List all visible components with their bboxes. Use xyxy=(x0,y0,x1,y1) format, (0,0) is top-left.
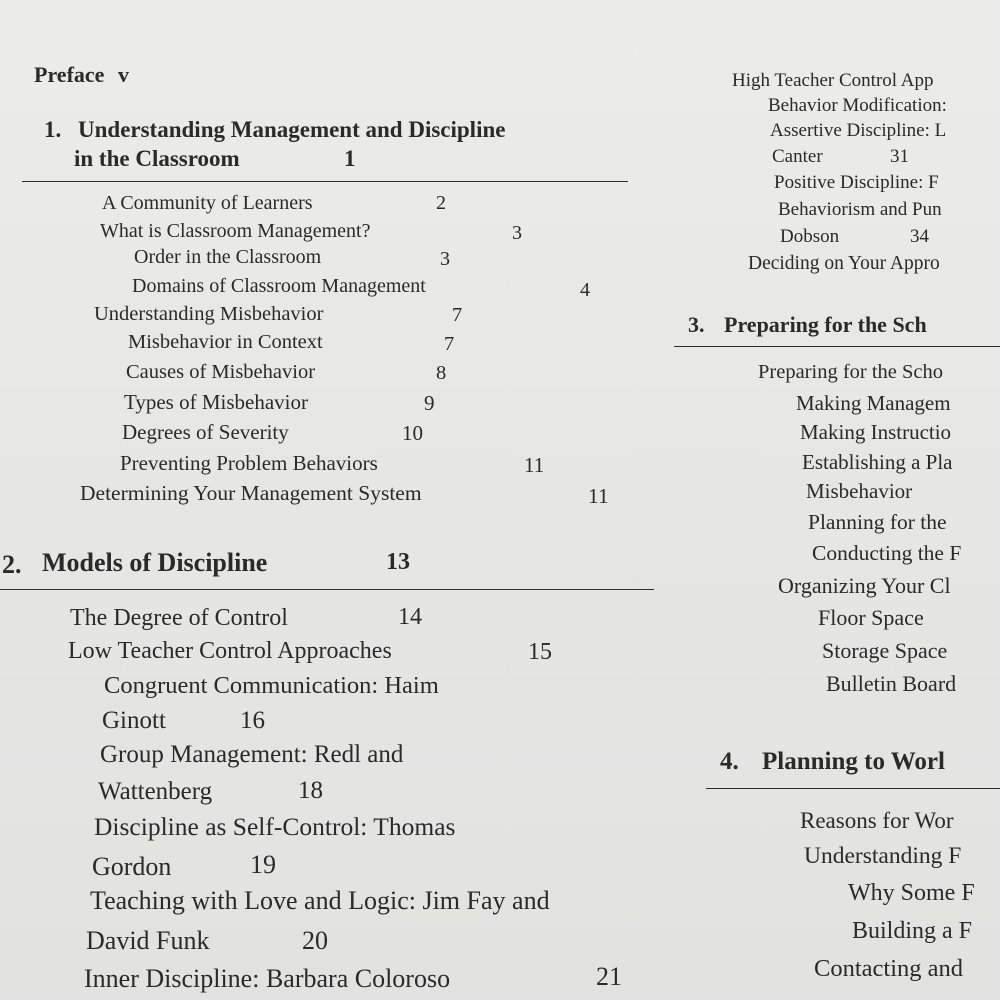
toc-entry-label: Behaviorism and Pun xyxy=(778,199,942,220)
toc-entry-label: Ginott xyxy=(102,707,166,734)
toc-entry-label: Gordon xyxy=(92,852,172,881)
toc-entry-label: Preparing for the Scho xyxy=(758,361,944,383)
toc-entry-label: Domains of Classroom Management xyxy=(132,275,426,297)
toc-entry xyxy=(770,120,946,142)
toc-entry-page: 7 xyxy=(444,333,455,355)
toc-entry-label: Misbehavior in Context xyxy=(128,331,323,353)
toc-entry-page: 34 xyxy=(910,226,929,247)
toc-entry-label: Building a F xyxy=(852,918,973,944)
toc-entry-page: 15 xyxy=(528,639,552,665)
toc-entry xyxy=(814,955,963,983)
toc-entry-label: Assertive Discipline: L xyxy=(770,120,947,141)
toc-entry xyxy=(102,707,166,735)
toc-entry xyxy=(780,226,839,248)
toc-entry xyxy=(808,510,947,535)
toc-entry xyxy=(100,741,403,769)
toc-entry-page: 9 xyxy=(424,391,435,415)
toc-entry-label: Low Teacher Control Approaches xyxy=(68,638,392,664)
toc-entry-page: 4 xyxy=(580,279,590,301)
toc-entry xyxy=(120,451,378,476)
toc-entry-label: Determining Your Management System xyxy=(80,481,422,505)
toc-entry-page: 14 xyxy=(398,604,422,630)
preface-page: v xyxy=(117,62,129,87)
toc-entry xyxy=(126,361,315,384)
toc-entry xyxy=(92,852,171,882)
toc-entry-label: Making Instructio xyxy=(800,420,952,444)
toc-entry-label: Behavior Modification: xyxy=(768,95,947,116)
toc-entry-page: 11 xyxy=(524,453,545,477)
toc-entry xyxy=(98,778,212,806)
toc-entry xyxy=(70,605,288,632)
toc-entry xyxy=(852,918,972,945)
toc-entry-label: Bulletin Board xyxy=(826,671,957,696)
toc-entry-page: 3 xyxy=(512,222,522,244)
toc-entry-label: Conducting the F xyxy=(812,541,962,565)
preface-label: Preface xyxy=(34,62,105,87)
toc-entry-page: 21 xyxy=(596,962,622,991)
toc-entry-label: Making Managem xyxy=(796,391,951,415)
toc-entry-page: 3 xyxy=(440,248,450,270)
toc-entry-label: A Community of Learners xyxy=(102,192,313,214)
toc-entry-label: Preventing Problem Behaviors xyxy=(120,451,378,475)
chapter4-rule xyxy=(706,788,1000,789)
toc-entry xyxy=(128,331,323,354)
toc-entry-page: 10 xyxy=(402,421,423,445)
toc-entry-label: Contacting and xyxy=(814,955,964,982)
toc-entry xyxy=(778,199,942,221)
toc-entry-label: Dobson xyxy=(780,226,840,247)
toc-entry xyxy=(102,192,313,215)
chapter4-title: Planning to Worl xyxy=(762,748,945,775)
toc-entry-label: Canter xyxy=(772,146,823,167)
toc-entry-label: Inner Discipline: Barbara Coloroso xyxy=(84,964,451,993)
toc-entry-page: 19 xyxy=(250,850,276,879)
toc-entry xyxy=(94,303,323,326)
chapter3-number: 3. xyxy=(688,312,705,337)
toc-entry xyxy=(100,220,371,243)
toc-entry-label: Discipline as Self-Control: Thomas xyxy=(94,812,456,841)
toc-entry xyxy=(90,886,550,916)
toc-entry-label: Order in the Classroom xyxy=(134,246,322,268)
toc-entry-label: Types of Misbehavior xyxy=(124,390,308,414)
toc-entry-label: Understanding F xyxy=(804,843,962,869)
toc-entry xyxy=(800,808,954,834)
toc-entry-label: Causes of Misbehavior xyxy=(126,361,316,383)
toc-entry xyxy=(86,926,210,956)
toc-entry-label: Planning for the xyxy=(808,510,947,534)
toc-entry-label: High Teacher Control App xyxy=(732,70,934,91)
toc-entry-label: Storage Space xyxy=(822,638,948,663)
toc-entry xyxy=(772,146,823,168)
chapter1-title-line1: Understanding Management and Discipline xyxy=(78,117,506,142)
toc-entry xyxy=(796,391,951,416)
toc-entry xyxy=(732,70,933,92)
toc-entry-label: Understanding Misbehavior xyxy=(94,303,324,325)
chapter1-number: 1. xyxy=(44,117,62,142)
toc-entry xyxy=(822,638,947,664)
toc-entry-label: Congruent Communication: Haim xyxy=(104,672,439,699)
toc-entry-label: Deciding on Your Appro xyxy=(748,253,940,274)
toc-entry xyxy=(68,638,392,665)
toc-entry-label: Floor Space xyxy=(818,605,924,630)
toc-entry-page: 18 xyxy=(298,777,323,804)
toc-entry xyxy=(778,573,951,599)
toc-entry xyxy=(800,420,951,445)
toc-entry-label: Group Management: Redl and xyxy=(100,741,404,768)
toc-entry xyxy=(758,361,943,384)
toc-entry xyxy=(774,172,939,194)
toc-entry xyxy=(848,880,975,907)
chapter1-rule xyxy=(22,181,628,182)
toc-entry-page: 7 xyxy=(452,304,463,326)
toc-entry-label: Positive Discipline: F xyxy=(774,172,939,193)
toc-entry xyxy=(132,275,426,298)
toc-entry-label: Wattenberg xyxy=(98,778,213,805)
toc-entry xyxy=(748,253,940,275)
toc-entry-label: Why Some F xyxy=(848,880,975,906)
toc-entry xyxy=(768,95,947,117)
toc-entry xyxy=(818,605,924,631)
toc-entry-label: The Degree of Control xyxy=(70,605,288,631)
toc-entry-label: Establishing a Pla xyxy=(802,450,953,474)
toc-entry-page: 16 xyxy=(240,707,265,734)
preface-entry xyxy=(34,62,129,88)
toc-entry xyxy=(104,672,439,700)
chapter2-title: Models of Discipline xyxy=(42,548,268,577)
toc-entry xyxy=(806,479,912,504)
toc-entry xyxy=(94,812,455,842)
toc-entry-page: 2 xyxy=(436,192,446,214)
chapter2-rule xyxy=(0,589,654,590)
chapter2-page: 13 xyxy=(386,549,410,575)
toc-entry xyxy=(84,964,450,994)
toc-entry xyxy=(812,541,961,566)
toc-entry-label: Teaching with Love and Logic: Jim Fay and xyxy=(90,886,550,915)
toc-entry xyxy=(122,420,289,445)
toc-entry xyxy=(124,390,308,415)
toc-entry-page: 8 xyxy=(436,362,447,384)
toc-entry xyxy=(134,246,321,269)
toc-entry-label: Misbehavior xyxy=(806,479,913,503)
toc-entry-page: 11 xyxy=(588,484,609,508)
toc-entry-label: David Funk xyxy=(86,926,210,955)
toc-entry-label: What is Classroom Management? xyxy=(100,220,371,242)
chapter3-rule xyxy=(674,346,1000,347)
toc-entry xyxy=(80,481,422,506)
toc-entry xyxy=(802,450,953,475)
toc-entry-page: 20 xyxy=(302,926,328,955)
chapter1-page: 1 xyxy=(344,146,356,171)
chapter3-title: Preparing for the Sch xyxy=(724,312,927,337)
toc-entry-label: Reasons for Wor xyxy=(800,808,954,833)
chapter2-number: 2. xyxy=(2,550,22,579)
chapter1-title-line2: in the Classroom xyxy=(74,146,240,171)
toc-entry xyxy=(826,671,956,697)
chapter4-number: 4. xyxy=(720,748,739,775)
toc-entry xyxy=(804,843,961,870)
toc-entry-label: Degrees of Severity xyxy=(122,420,289,444)
toc-entry-label: Organizing Your Cl xyxy=(778,573,951,598)
toc-entry-page: 31 xyxy=(890,146,909,167)
